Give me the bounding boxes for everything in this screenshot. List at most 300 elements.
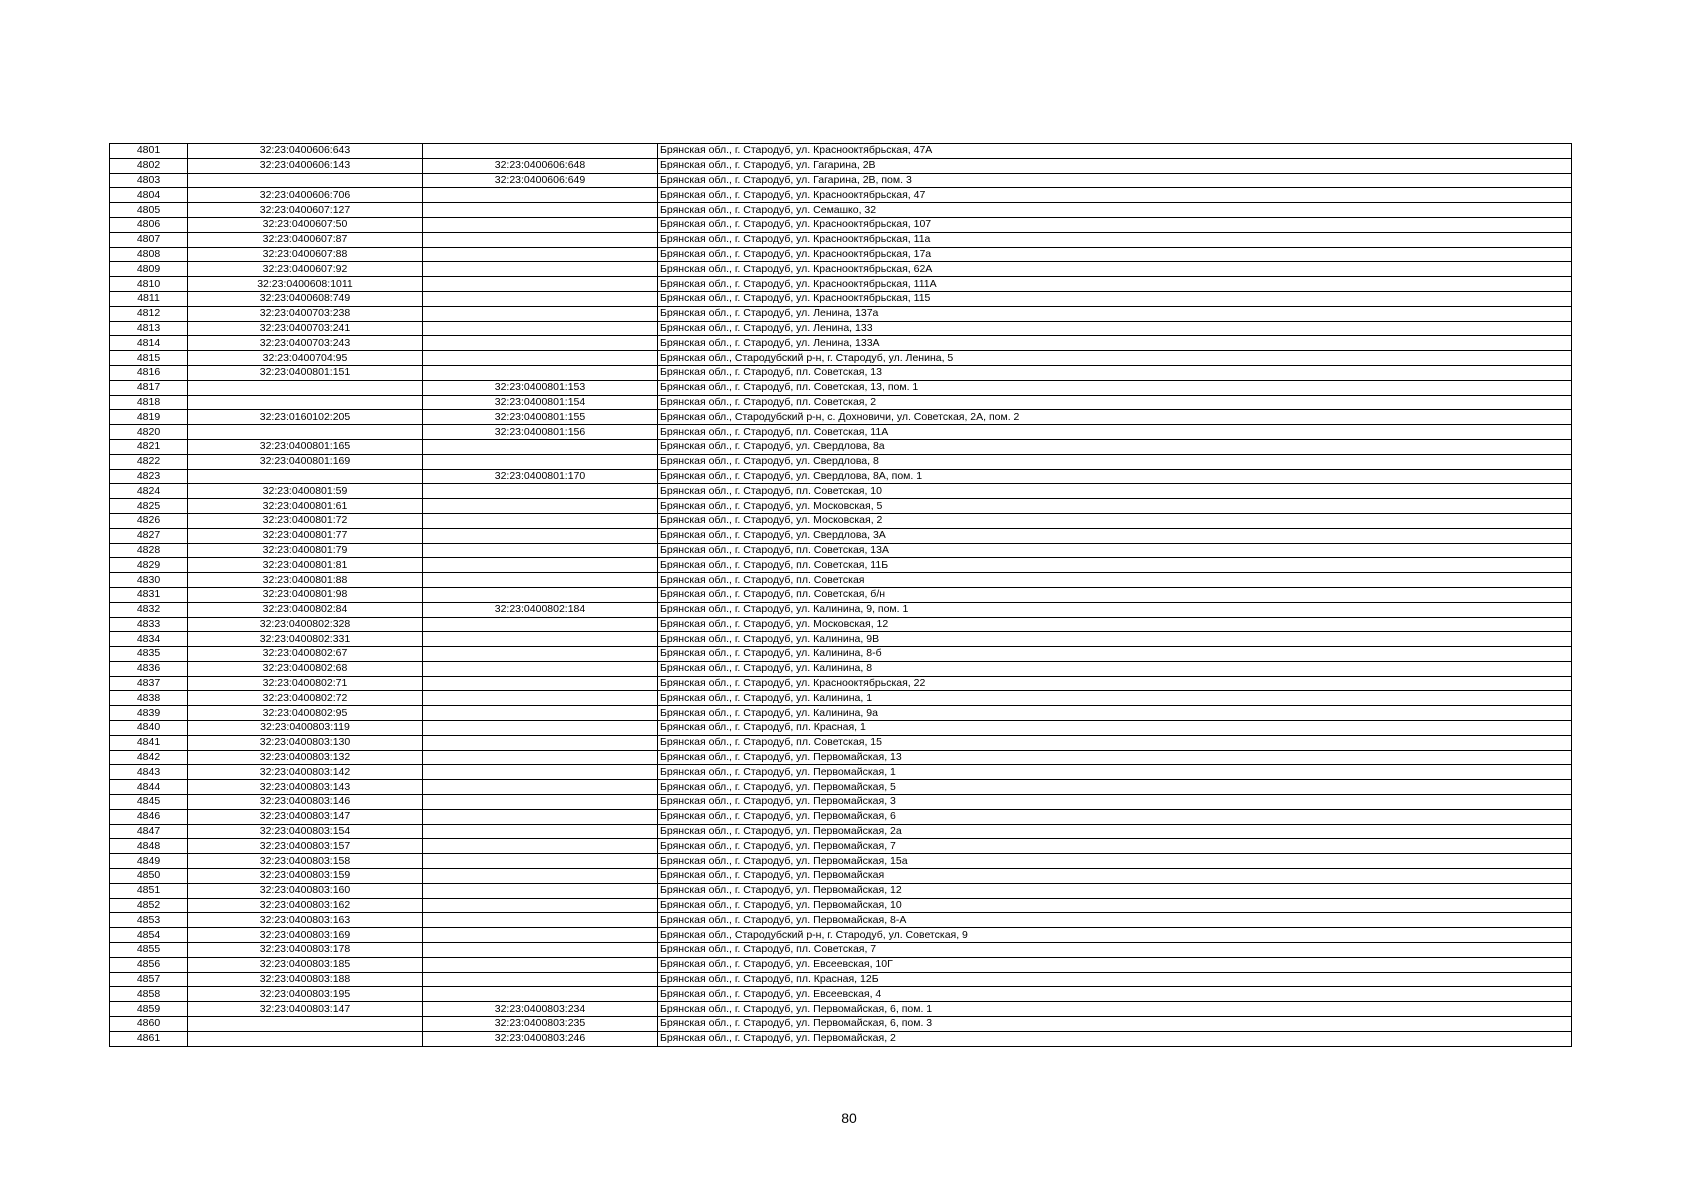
sub-object-number-cell bbox=[423, 291, 658, 306]
sub-object-number-cell: 32:23:0400606:648 bbox=[423, 158, 658, 173]
row-number-cell: 4819 bbox=[110, 410, 188, 425]
sub-object-number-cell bbox=[423, 750, 658, 765]
row-number-cell: 4817 bbox=[110, 380, 188, 395]
address-cell: Брянская обл., г. Стародуб, пл. Советская, 13 bbox=[658, 365, 1572, 380]
row-number-cell: 4813 bbox=[110, 321, 188, 336]
cadastral-number-cell: 32:23:0400803:185 bbox=[188, 957, 423, 972]
cadastral-number-cell: 32:23:0400803:188 bbox=[188, 972, 423, 987]
row-number-cell: 4842 bbox=[110, 750, 188, 765]
cadastral-number-cell: 32:23:0400803:154 bbox=[188, 824, 423, 839]
row-number-cell: 4838 bbox=[110, 691, 188, 706]
table-row bbox=[110, 795, 1572, 810]
sub-object-number-cell bbox=[423, 499, 658, 514]
cadastral-number-cell: 32:23:0400608:1011 bbox=[188, 277, 423, 292]
address-cell: Брянская обл., г. Стародуб, ул. Первомайская, 13 bbox=[658, 750, 1572, 765]
table-row bbox=[110, 573, 1572, 588]
row-number-cell: 4801 bbox=[110, 144, 188, 159]
row-number-cell: 4845 bbox=[110, 795, 188, 810]
row-number-cell: 4857 bbox=[110, 972, 188, 987]
address-cell: Брянская обл., г. Стародуб, ул. Краснооктябрьская, 47 bbox=[658, 188, 1572, 203]
table-row bbox=[110, 321, 1572, 336]
sub-object-number-cell bbox=[423, 336, 658, 351]
sub-object-number-cell bbox=[423, 247, 658, 262]
address-cell: Брянская обл., г. Стародуб, ул. Первомайская, 15а bbox=[658, 854, 1572, 869]
cadastral-number-cell: 32:23:0400801:151 bbox=[188, 365, 423, 380]
sub-object-number-cell bbox=[423, 824, 658, 839]
address-cell: Брянская обл., г. Стародуб, пл. Советская, б/н bbox=[658, 587, 1572, 602]
address-cell: Брянская обл., г. Стародуб, ул. Ленина, 133А bbox=[658, 336, 1572, 351]
table-row bbox=[110, 558, 1572, 573]
address-cell: Брянская обл., г. Стародуб, ул. Евсеевская, 10Г bbox=[658, 957, 1572, 972]
cadastral-number-cell: 32:23:0400607:88 bbox=[188, 247, 423, 262]
sub-object-number-cell bbox=[423, 144, 658, 159]
address-cell: Брянская обл., г. Стародуб, пл. Советская, 13, пом. 1 bbox=[658, 380, 1572, 395]
address-cell: Брянская обл., г. Стародуб, ул. Евсеевская, 4 bbox=[658, 987, 1572, 1002]
cadastral-number-cell bbox=[188, 1017, 423, 1032]
row-number-cell: 4834 bbox=[110, 632, 188, 647]
table-row bbox=[110, 869, 1572, 884]
table-row bbox=[110, 750, 1572, 765]
address-cell: Брянская обл., Стародубский р-н, с. Дохновичи, ул. Советская, 2А, пом. 2 bbox=[658, 410, 1572, 425]
address-cell: Брянская обл., г. Стародуб, ул. Первомайская, 6, пом. 3 bbox=[658, 1017, 1572, 1032]
sub-object-number-cell: 32:23:0400801:153 bbox=[423, 380, 658, 395]
address-cell: Брянская обл., г. Стародуб, пл. Красная, 1 bbox=[658, 721, 1572, 736]
sub-object-number-cell bbox=[423, 706, 658, 721]
table-row bbox=[110, 291, 1572, 306]
table-row bbox=[110, 513, 1572, 528]
cadastral-number-cell: 32:23:0400803:159 bbox=[188, 869, 423, 884]
row-number-cell: 4810 bbox=[110, 277, 188, 292]
table-row bbox=[110, 987, 1572, 1002]
cadastral-number-cell: 32:23:0400803:130 bbox=[188, 735, 423, 750]
cadastral-number-cell: 32:23:0400801:98 bbox=[188, 587, 423, 602]
address-cell: Брянская обл., г. Стародуб, ул. Свердлова, 8 bbox=[658, 454, 1572, 469]
sub-object-number-cell: 32:23:0400801:155 bbox=[423, 410, 658, 425]
address-cell: Брянская обл., г. Стародуб, ул. Первомайская bbox=[658, 869, 1572, 884]
sub-object-number-cell bbox=[423, 587, 658, 602]
row-number-cell: 4833 bbox=[110, 617, 188, 632]
address-cell: Брянская обл., г. Стародуб, ул. Калинина, 9, пом. 1 bbox=[658, 602, 1572, 617]
cadastral-number-cell: 32:23:0400607:87 bbox=[188, 232, 423, 247]
cadastral-number-cell bbox=[188, 1031, 423, 1046]
sub-object-number-cell: 32:23:0400803:234 bbox=[423, 1002, 658, 1017]
table-row bbox=[110, 1031, 1572, 1046]
row-number-cell: 4837 bbox=[110, 676, 188, 691]
address-cell: Брянская обл., г. Стародуб, ул. Первомайская, 3 bbox=[658, 795, 1572, 810]
row-number-cell: 4832 bbox=[110, 602, 188, 617]
table-row bbox=[110, 839, 1572, 854]
cadastral-number-cell bbox=[188, 380, 423, 395]
page-number: 80 bbox=[841, 1110, 857, 1126]
cadastral-number-cell: 32:23:0400803:157 bbox=[188, 839, 423, 854]
table-row bbox=[110, 144, 1572, 159]
row-number-cell: 4854 bbox=[110, 928, 188, 943]
address-cell: Брянская обл., г. Стародуб, ул. Первомайская, 1 bbox=[658, 765, 1572, 780]
cadastral-number-cell bbox=[188, 469, 423, 484]
address-cell: Брянская обл., г. Стародуб, пл. Советская, 11Б bbox=[658, 558, 1572, 573]
table-row bbox=[110, 232, 1572, 247]
address-cell: Брянская обл., г. Стародуб, пл. Советская bbox=[658, 573, 1572, 588]
table-row bbox=[110, 661, 1572, 676]
address-cell: Брянская обл., г. Стародуб, ул. Московская, 12 bbox=[658, 617, 1572, 632]
cadastral-number-cell: 32:23:0400802:328 bbox=[188, 617, 423, 632]
cadastral-number-cell: 32:23:0400802:331 bbox=[188, 632, 423, 647]
row-number-cell: 4815 bbox=[110, 351, 188, 366]
sub-object-number-cell bbox=[423, 691, 658, 706]
cadastral-number-cell: 32:23:0400803:143 bbox=[188, 780, 423, 795]
cadastral-number-cell: 32:23:0400606:706 bbox=[188, 188, 423, 203]
address-cell: Брянская обл., г. Стародуб, ул. Калинина, 1 bbox=[658, 691, 1572, 706]
address-cell: Брянская обл., г. Стародуб, пл. Советская, 7 bbox=[658, 943, 1572, 958]
address-cell: Брянская обл., г. Стародуб, ул. Первомайская, 6, пом. 1 bbox=[658, 1002, 1572, 1017]
row-number-cell: 4858 bbox=[110, 987, 188, 1002]
row-number-cell: 4820 bbox=[110, 425, 188, 440]
table-row bbox=[110, 380, 1572, 395]
address-cell: Брянская обл., г. Стародуб, ул. Московская, 5 bbox=[658, 499, 1572, 514]
sub-object-number-cell bbox=[423, 513, 658, 528]
cadastral-number-cell: 32:23:0400803:158 bbox=[188, 854, 423, 869]
table-row bbox=[110, 528, 1572, 543]
table-row bbox=[110, 469, 1572, 484]
row-number-cell: 4836 bbox=[110, 661, 188, 676]
row-number-cell: 4860 bbox=[110, 1017, 188, 1032]
cadastral-number-cell: 32:23:0400801:169 bbox=[188, 454, 423, 469]
cadastral-number-cell: 32:23:0400607:50 bbox=[188, 217, 423, 232]
cadastral-number-cell: 32:23:0400801:72 bbox=[188, 513, 423, 528]
sub-object-number-cell: 32:23:0400801:154 bbox=[423, 395, 658, 410]
sub-object-number-cell: 32:23:0400803:235 bbox=[423, 1017, 658, 1032]
cadastral-number-cell: 32:23:0400803:132 bbox=[188, 750, 423, 765]
address-cell: Брянская обл., г. Стародуб, ул. Краснооктябрьская, 62А bbox=[658, 262, 1572, 277]
table-row bbox=[110, 439, 1572, 454]
address-cell: Брянская обл., г. Стародуб, пл. Красная, 12Б bbox=[658, 972, 1572, 987]
row-number-cell: 4848 bbox=[110, 839, 188, 854]
cadastral-number-cell: 32:23:0400803:160 bbox=[188, 883, 423, 898]
row-number-cell: 4839 bbox=[110, 706, 188, 721]
table-row bbox=[110, 617, 1572, 632]
row-number-cell: 4825 bbox=[110, 499, 188, 514]
cadastral-number-cell: 32:23:0400607:127 bbox=[188, 203, 423, 218]
address-cell: Брянская обл., г. Стародуб, пл. Советская, 11А bbox=[658, 425, 1572, 440]
table-row bbox=[110, 277, 1572, 292]
row-number-cell: 4829 bbox=[110, 558, 188, 573]
address-cell: Брянская обл., г. Стародуб, ул. Гагарина, 2В, пом. 3 bbox=[658, 173, 1572, 188]
address-cell: Брянская обл., г. Стародуб, ул. Краснооктябрьская, 47А bbox=[658, 144, 1572, 159]
sub-object-number-cell bbox=[423, 661, 658, 676]
address-cell: Брянская обл., г. Стародуб, ул. Краснооктябрьская, 11а bbox=[658, 232, 1572, 247]
cadastral-number-cell: 32:23:0400801:88 bbox=[188, 573, 423, 588]
sub-object-number-cell bbox=[423, 676, 658, 691]
row-number-cell: 4805 bbox=[110, 203, 188, 218]
sub-object-number-cell bbox=[423, 809, 658, 824]
table-row bbox=[110, 395, 1572, 410]
table-row bbox=[110, 365, 1572, 380]
table-row bbox=[110, 854, 1572, 869]
table-row bbox=[110, 543, 1572, 558]
sub-object-number-cell bbox=[423, 232, 658, 247]
address-cell: Брянская обл., Стародубский р-н, г. Стародуб, ул. Ленина, 5 bbox=[658, 351, 1572, 366]
address-cell: Брянская обл., г. Стародуб, ул. Первомайская, 2а bbox=[658, 824, 1572, 839]
row-number-cell: 4806 bbox=[110, 217, 188, 232]
row-number-cell: 4843 bbox=[110, 765, 188, 780]
sub-object-number-cell bbox=[423, 439, 658, 454]
cadastral-number-cell: 32:23:0400703:238 bbox=[188, 306, 423, 321]
row-number-cell: 4840 bbox=[110, 721, 188, 736]
sub-object-number-cell bbox=[423, 928, 658, 943]
cadastral-number-cell: 32:23:0160102:205 bbox=[188, 410, 423, 425]
sub-object-number-cell bbox=[423, 617, 658, 632]
table-row bbox=[110, 706, 1572, 721]
cadastral-number-cell: 32:23:0400803:178 bbox=[188, 943, 423, 958]
sub-object-number-cell: 32:23:0400801:170 bbox=[423, 469, 658, 484]
address-cell: Брянская обл., г. Стародуб, ул. Краснооктябрьская, 22 bbox=[658, 676, 1572, 691]
cadastral-number-cell: 32:23:0400801:165 bbox=[188, 439, 423, 454]
cadastral-number-cell: 32:23:0400803:195 bbox=[188, 987, 423, 1002]
table-row bbox=[110, 410, 1572, 425]
row-number-cell: 4816 bbox=[110, 365, 188, 380]
cadastral-number-cell: 32:23:0400606:643 bbox=[188, 144, 423, 159]
table-row bbox=[110, 351, 1572, 366]
table-row bbox=[110, 647, 1572, 662]
row-number-cell: 4847 bbox=[110, 824, 188, 839]
cadastral-number-cell: 32:23:0400608:749 bbox=[188, 291, 423, 306]
table-row bbox=[110, 809, 1572, 824]
row-number-cell: 4803 bbox=[110, 173, 188, 188]
table-row bbox=[110, 602, 1572, 617]
sub-object-number-cell bbox=[423, 528, 658, 543]
sub-object-number-cell bbox=[423, 558, 658, 573]
cadastral-number-cell: 32:23:0400801:77 bbox=[188, 528, 423, 543]
address-cell: Брянская обл., г. Стародуб, ул. Первомайская, 6 bbox=[658, 809, 1572, 824]
row-number-cell: 4807 bbox=[110, 232, 188, 247]
sub-object-number-cell: 32:23:0400606:649 bbox=[423, 173, 658, 188]
register-table-body bbox=[110, 144, 1572, 1047]
row-number-cell: 4861 bbox=[110, 1031, 188, 1046]
cadastral-number-cell: 32:23:0400704:95 bbox=[188, 351, 423, 366]
sub-object-number-cell bbox=[423, 869, 658, 884]
address-cell: Брянская обл., г. Стародуб, ул. Семашко, 32 bbox=[658, 203, 1572, 218]
cadastral-number-cell: 32:23:0400803:142 bbox=[188, 765, 423, 780]
table-row bbox=[110, 247, 1572, 262]
sub-object-number-cell bbox=[423, 765, 658, 780]
cadastral-number-cell bbox=[188, 173, 423, 188]
sub-object-number-cell bbox=[423, 735, 658, 750]
cadastral-number-cell: 32:23:0400803:162 bbox=[188, 898, 423, 913]
cadastral-number-cell: 32:23:0400803:146 bbox=[188, 795, 423, 810]
table-row bbox=[110, 217, 1572, 232]
address-cell: Брянская обл., г. Стародуб, ул. Краснооктябрьская, 17а bbox=[658, 247, 1572, 262]
table-row bbox=[110, 780, 1572, 795]
cadastral-number-cell: 32:23:0400802:84 bbox=[188, 602, 423, 617]
table-row bbox=[110, 425, 1572, 440]
cadastral-number-cell: 32:23:0400703:243 bbox=[188, 336, 423, 351]
address-cell: Брянская обл., г. Стародуб, ул. Первомайская, 5 bbox=[658, 780, 1572, 795]
row-number-cell: 4841 bbox=[110, 735, 188, 750]
table-row bbox=[110, 173, 1572, 188]
row-number-cell: 4856 bbox=[110, 957, 188, 972]
cadastral-number-cell: 32:23:0400801:81 bbox=[188, 558, 423, 573]
table-row bbox=[110, 188, 1572, 203]
sub-object-number-cell bbox=[423, 321, 658, 336]
address-cell: Брянская обл., г. Стародуб, ул. Первомайская, 8-А bbox=[658, 913, 1572, 928]
row-number-cell: 4846 bbox=[110, 809, 188, 824]
row-number-cell: 4835 bbox=[110, 647, 188, 662]
sub-object-number-cell: 32:23:0400802:184 bbox=[423, 602, 658, 617]
row-number-cell: 4852 bbox=[110, 898, 188, 913]
cadastral-number-cell: 32:23:0400607:92 bbox=[188, 262, 423, 277]
address-cell: Брянская обл., г. Стародуб, ул. Московская, 2 bbox=[658, 513, 1572, 528]
table-row bbox=[110, 721, 1572, 736]
table-row bbox=[110, 883, 1572, 898]
address-cell: Брянская обл., г. Стародуб, ул. Гагарина, 2В bbox=[658, 158, 1572, 173]
row-number-cell: 4814 bbox=[110, 336, 188, 351]
table-row bbox=[110, 632, 1572, 647]
sub-object-number-cell bbox=[423, 262, 658, 277]
row-number-cell: 4826 bbox=[110, 513, 188, 528]
row-number-cell: 4849 bbox=[110, 854, 188, 869]
table-row bbox=[110, 484, 1572, 499]
address-cell: Брянская обл., г. Стародуб, ул. Первомайская, 7 bbox=[658, 839, 1572, 854]
row-number-cell: 4802 bbox=[110, 158, 188, 173]
sub-object-number-cell: 32:23:0400801:156 bbox=[423, 425, 658, 440]
cadastral-number-cell: 32:23:0400801:61 bbox=[188, 499, 423, 514]
table-row bbox=[110, 691, 1572, 706]
row-number-cell: 4808 bbox=[110, 247, 188, 262]
sub-object-number-cell bbox=[423, 351, 658, 366]
row-number-cell: 4818 bbox=[110, 395, 188, 410]
sub-object-number-cell bbox=[423, 795, 658, 810]
row-number-cell: 4831 bbox=[110, 587, 188, 602]
row-number-cell: 4827 bbox=[110, 528, 188, 543]
sub-object-number-cell bbox=[423, 721, 658, 736]
address-cell: Брянская обл., г. Стародуб, ул. Калинина, 8 bbox=[658, 661, 1572, 676]
table-row bbox=[110, 824, 1572, 839]
sub-object-number-cell bbox=[423, 277, 658, 292]
table-row bbox=[110, 1017, 1572, 1032]
address-cell: Брянская обл., г. Стародуб, пл. Советская, 10 bbox=[658, 484, 1572, 499]
row-number-cell: 4844 bbox=[110, 780, 188, 795]
row-number-cell: 4859 bbox=[110, 1002, 188, 1017]
sub-object-number-cell bbox=[423, 217, 658, 232]
cadastral-number-cell: 32:23:0400703:241 bbox=[188, 321, 423, 336]
sub-object-number-cell bbox=[423, 839, 658, 854]
sub-object-number-cell bbox=[423, 306, 658, 321]
address-cell: Брянская обл., г. Стародуб, ул. Первомайская, 12 bbox=[658, 883, 1572, 898]
row-number-cell: 4812 bbox=[110, 306, 188, 321]
sub-object-number-cell bbox=[423, 188, 658, 203]
cadastral-number-cell bbox=[188, 425, 423, 440]
register-table bbox=[109, 143, 1572, 1047]
table-row bbox=[110, 898, 1572, 913]
row-number-cell: 4830 bbox=[110, 573, 188, 588]
sub-object-number-cell bbox=[423, 203, 658, 218]
sub-object-number-cell: 32:23:0400803:246 bbox=[423, 1031, 658, 1046]
sub-object-number-cell bbox=[423, 484, 658, 499]
address-cell: Брянская обл., г. Стародуб, ул. Ленина, 133 bbox=[658, 321, 1572, 336]
table-row bbox=[110, 735, 1572, 750]
table-row bbox=[110, 262, 1572, 277]
cadastral-number-cell: 32:23:0400606:143 bbox=[188, 158, 423, 173]
table-row bbox=[110, 203, 1572, 218]
table-row bbox=[110, 454, 1572, 469]
cadastral-number-cell: 32:23:0400802:95 bbox=[188, 706, 423, 721]
row-number-cell: 4828 bbox=[110, 543, 188, 558]
cadastral-number-cell: 32:23:0400801:59 bbox=[188, 484, 423, 499]
sub-object-number-cell bbox=[423, 573, 658, 588]
address-cell: Брянская обл., г. Стародуб, ул. Краснооктябрьская, 107 bbox=[658, 217, 1572, 232]
sub-object-number-cell bbox=[423, 647, 658, 662]
table-row bbox=[110, 928, 1572, 943]
cadastral-number-cell: 32:23:0400802:71 bbox=[188, 676, 423, 691]
table-row bbox=[110, 499, 1572, 514]
sub-object-number-cell bbox=[423, 943, 658, 958]
address-cell: Брянская обл., г. Стародуб, пл. Советская, 2 bbox=[658, 395, 1572, 410]
sub-object-number-cell bbox=[423, 987, 658, 1002]
sub-object-number-cell bbox=[423, 365, 658, 380]
sub-object-number-cell bbox=[423, 883, 658, 898]
address-cell: Брянская обл., г. Стародуб, пл. Советская, 13А bbox=[658, 543, 1572, 558]
cadastral-number-cell: 32:23:0400803:119 bbox=[188, 721, 423, 736]
address-cell: Брянская обл., г. Стародуб, ул. Калинина, 9а bbox=[658, 706, 1572, 721]
cadastral-number-cell: 32:23:0400802:68 bbox=[188, 661, 423, 676]
row-number-cell: 4811 bbox=[110, 291, 188, 306]
cadastral-number-cell: 32:23:0400802:72 bbox=[188, 691, 423, 706]
address-cell: Брянская обл., г. Стародуб, ул. Калинина, 8-б bbox=[658, 647, 1572, 662]
table-row bbox=[110, 1002, 1572, 1017]
address-cell: Брянская обл., г. Стародуб, ул. Краснооктябрьская, 111А bbox=[658, 277, 1572, 292]
sub-object-number-cell bbox=[423, 972, 658, 987]
row-number-cell: 4853 bbox=[110, 913, 188, 928]
row-number-cell: 4809 bbox=[110, 262, 188, 277]
table-row bbox=[110, 336, 1572, 351]
sub-object-number-cell bbox=[423, 854, 658, 869]
sub-object-number-cell bbox=[423, 913, 658, 928]
address-cell: Брянская обл., г. Стародуб, ул. Свердлова, 8А, пом. 1 bbox=[658, 469, 1572, 484]
table-row bbox=[110, 306, 1572, 321]
table-row bbox=[110, 957, 1572, 972]
table-row bbox=[110, 765, 1572, 780]
cadastral-number-cell: 32:23:0400802:67 bbox=[188, 647, 423, 662]
row-number-cell: 4821 bbox=[110, 439, 188, 454]
address-cell: Брянская обл., г. Стародуб, пл. Советская, 15 bbox=[658, 735, 1572, 750]
sub-object-number-cell bbox=[423, 898, 658, 913]
table-row bbox=[110, 913, 1572, 928]
address-cell: Брянская обл., г. Стародуб, ул. Первомайская, 2 bbox=[658, 1031, 1572, 1046]
row-number-cell: 4824 bbox=[110, 484, 188, 499]
sub-object-number-cell bbox=[423, 780, 658, 795]
cadastral-number-cell: 32:23:0400801:79 bbox=[188, 543, 423, 558]
cadastral-number-cell: 32:23:0400803:147 bbox=[188, 809, 423, 824]
table-row bbox=[110, 587, 1572, 602]
sub-object-number-cell bbox=[423, 543, 658, 558]
table-row bbox=[110, 972, 1572, 987]
cadastral-number-cell: 32:23:0400803:163 bbox=[188, 913, 423, 928]
sub-object-number-cell bbox=[423, 454, 658, 469]
sub-object-number-cell bbox=[423, 632, 658, 647]
address-cell: Брянская обл., г. Стародуб, ул. Свердлова, 3А bbox=[658, 528, 1572, 543]
address-cell: Брянская обл., г. Стародуб, ул. Свердлова, 8а bbox=[658, 439, 1572, 454]
table-row bbox=[110, 158, 1572, 173]
cadastral-number-cell bbox=[188, 395, 423, 410]
row-number-cell: 4855 bbox=[110, 943, 188, 958]
row-number-cell: 4804 bbox=[110, 188, 188, 203]
address-cell: Брянская обл., г. Стародуб, ул. Первомайская, 10 bbox=[658, 898, 1572, 913]
cadastral-number-cell: 32:23:0400803:147 bbox=[188, 1002, 423, 1017]
table-row bbox=[110, 676, 1572, 691]
address-cell: Брянская обл., г. Стародуб, ул. Краснооктябрьская, 115 bbox=[658, 291, 1572, 306]
address-cell: Брянская обл., г. Стародуб, ул. Калинина, 9В bbox=[658, 632, 1572, 647]
sub-object-number-cell bbox=[423, 957, 658, 972]
